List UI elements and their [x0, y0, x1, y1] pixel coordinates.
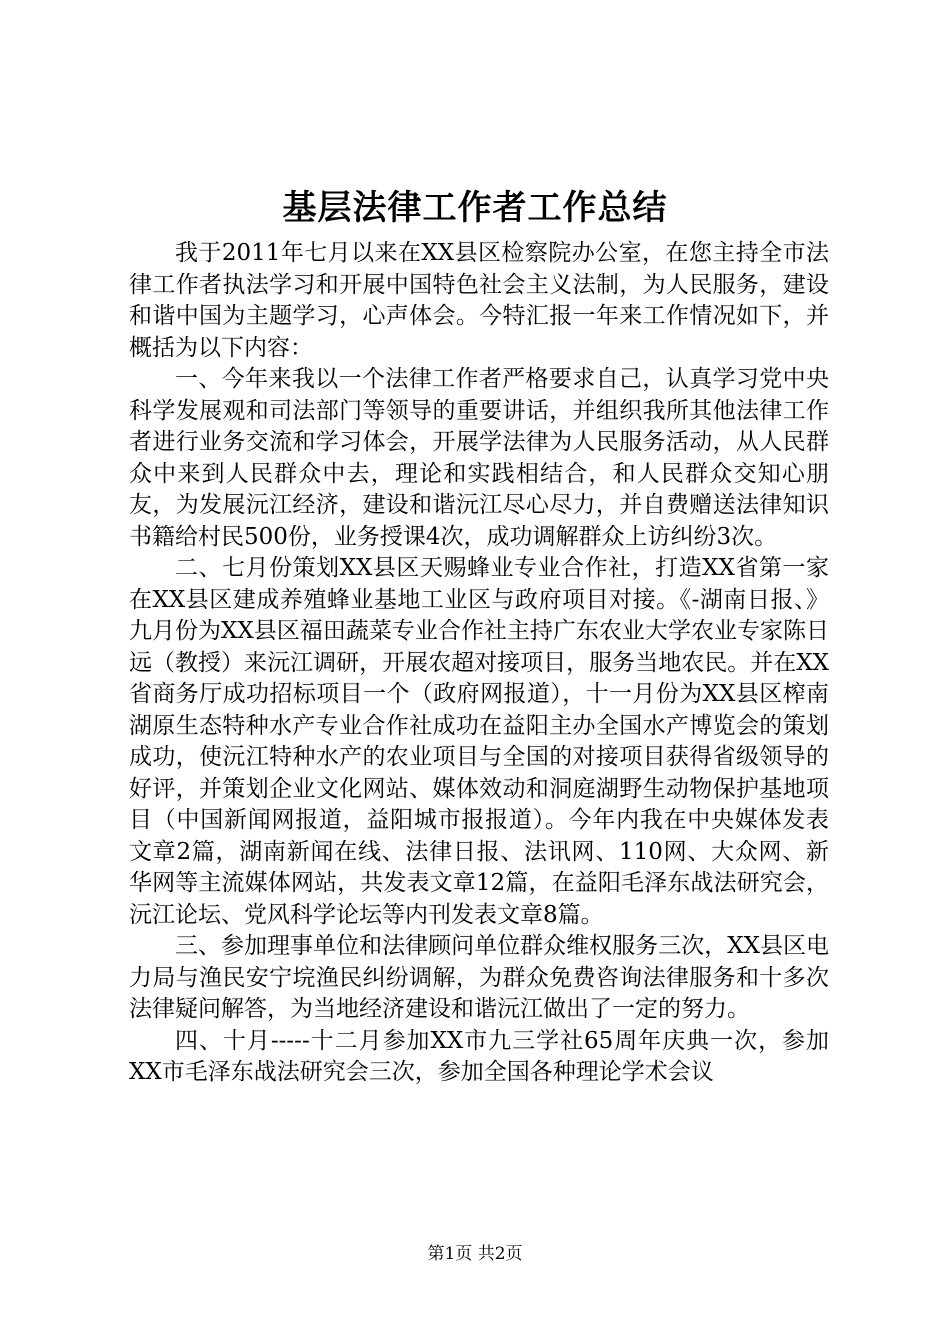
paragraph-section-2: 二、七月份策划XX县区天赐蜂业专业合作社，打造XX省第一家在XX县区建成养殖蜂业基地工业区与政府项目对接。《-湖南日报、》九月份为XX县区福田蔬菜专业合作社主持广东农业大学农业专家陈日远（教授）来沅江调研，开展农超对接项目，服务当地农民。并在XX省商务厅成功招标项目一个（政府网报道），十一月份为XX县区榨南湖原生态特种水产专业合作社成功在益阳主办全国水产博览会的策划成功，使沅江特种水产的农业项目与全国的对接项目获得省级领导的好评，并策划企业文化网站、媒体效动和洞庭湖野生动物保护基地项目（中国新闻网报道，益阳城市报报道）。今年内我在中央媒体发表文章2篇，湖南新闻在线、法律日报、法讯网、110网、大众网、新华网等主流媒体网站，共发表文章12篇，在益阳毛泽东战法研究会，沅江论坛、党风科学论坛等内刊发表文章8篇。 [129, 555, 829, 928]
page-number-footer: 第1页 共2页 [427, 1244, 523, 1264]
paragraph-intro: 我于2011年七月以来在XX县区检察院办公室，在您主持全市法律工作者执法学习和开展中国特色社会主义法制，为人民服务，建设和谐中国为主题学习，心声体会。今特汇报一年来工作情况如下，并概括为以下内容： [129, 240, 829, 361]
document-body [129, 238, 829, 1089]
document-title: 基层法律工作者工作总结 [282, 188, 668, 228]
paragraph-section-4: 四、十月-----十二月参加XX市九三学社65周年庆典一次，参加XX市毛泽东战法研究会三次，参加全国各种理论学术会议 [129, 1027, 829, 1085]
paragraph-section-1: 一、今年来我以一个法律工作者严格要求自己，认真学习党中央科学发展观和司法部门等领导的重要讲话，并组织我所其他法律工作者进行业务交流和学习体会，开展学法律为人民服务活动，从人民群众中来到人民群众中去，理论和实践相结合，和人民群众交知心朋友，为发展沅江经济，建设和谐沅江尽心尽力，并自费赠送法律知识书籍给村民500份，业务授课4次，成功调解群众上访纠纷3次。 [129, 366, 829, 550]
paragraph-section-3: 三、参加理事单位和法律顾问单位群众维权服务三次，XX县区电力局与渔民安宁垸渔民纠纷调解，为群众免费咨询法律服务和十多次法律疑问解答，为当地经济建设和谐沅江做出了一定的努力。 [129, 933, 829, 1022]
